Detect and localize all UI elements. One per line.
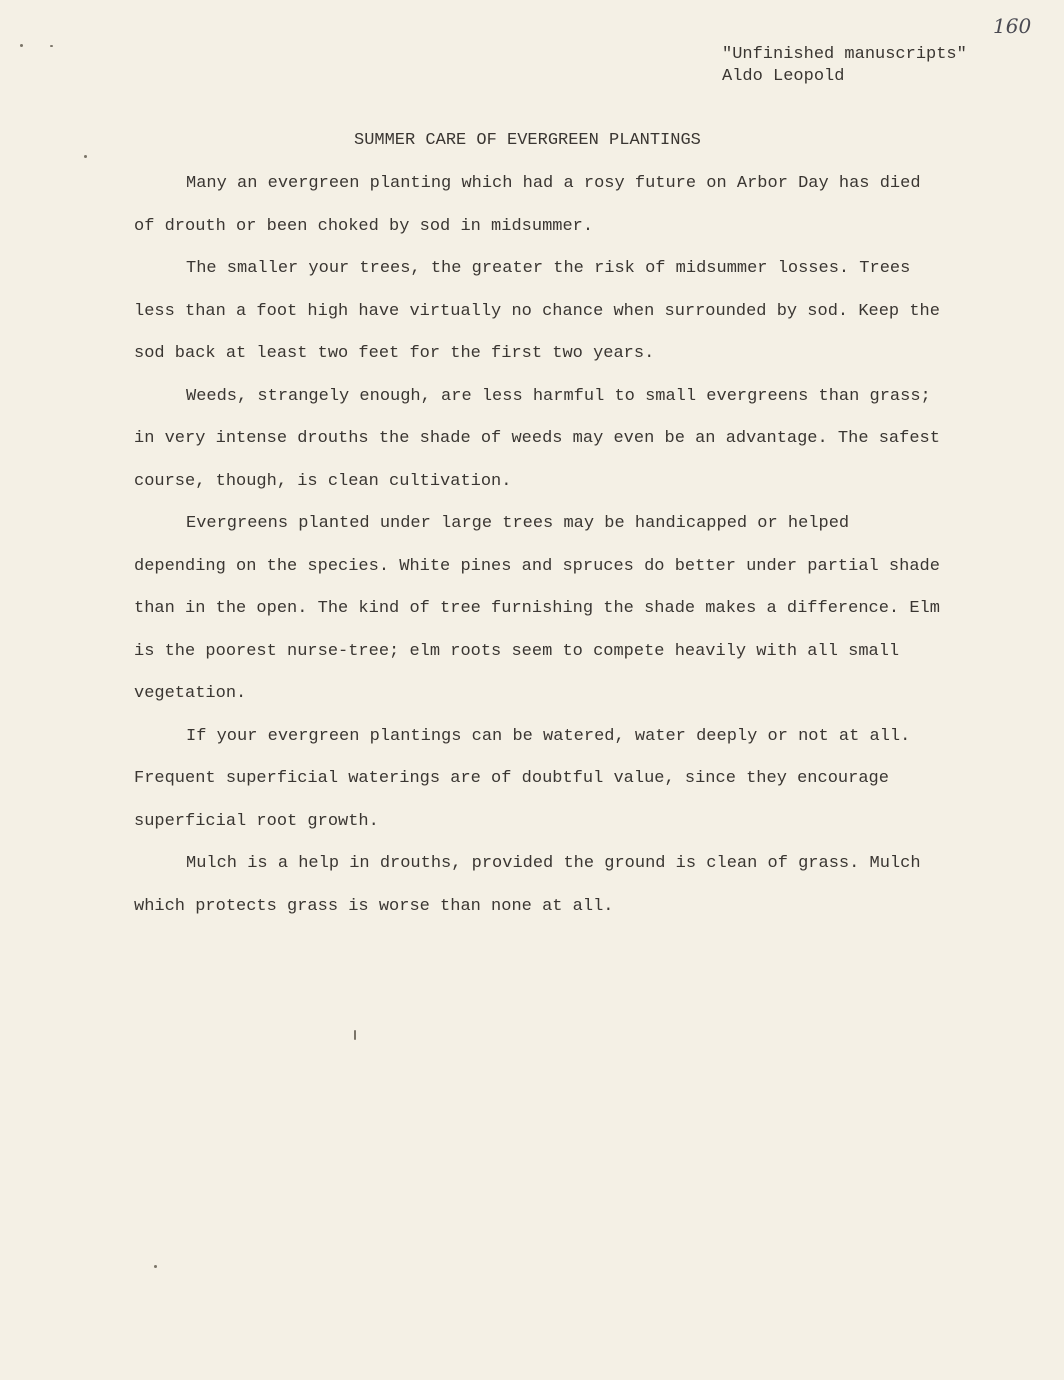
paragraph: Many an evergreen planting which had a rosy future on Arbor Day has died of drouth or been choked by sod in midsummer. <box>134 174 921 236</box>
paper-speck <box>20 44 23 47</box>
header-line-author: Aldo Leopold <box>722 67 845 86</box>
paper-speck <box>154 1265 157 1268</box>
paragraph: Evergreens planted under large trees may be handicapped or helped depending on the species. White pines and spruces do better under partial shade than in the open. The kind of tree furnishing the shade makes a difference. Elm is the poorest nurse-tree; elm roots seem to compete heavily with all small vegetation. <box>134 514 940 703</box>
header-line-collection: "Unfinished manuscripts" <box>722 45 967 64</box>
paragraph: Mulch is a help in drouths, provided the ground is clean of grass. Mulch which protects grass is worse than none at all. <box>134 854 921 916</box>
paragraph: If your evergreen plantings can be watered, water deeply or not at all. Frequent superficial waterings are of doubtful value, since they encourage superficial root growth. <box>134 726 911 831</box>
paper-speck <box>50 45 53 47</box>
document-title: SUMMER CARE OF EVERGREEN PLANTINGS <box>354 131 701 150</box>
body-text <box>134 163 944 928</box>
paragraph: The smaller your trees, the greater the risk of midsummer losses. Trees less than a foot high have virtually no chance when surrounded by sod. Keep the sod back at least two feet for the first two years. <box>134 259 940 363</box>
paper-speck <box>354 1030 356 1040</box>
handwritten-page-number: 160 <box>993 14 1032 38</box>
paper-speck <box>84 155 87 158</box>
header-note <box>722 44 967 88</box>
paragraph: Weeds, strangely enough, are less harmful to small evergreens than grass; in very intense drouths the shade of weeds may even be an advantage. The safest course, though, is clean cultivation. <box>134 386 940 491</box>
